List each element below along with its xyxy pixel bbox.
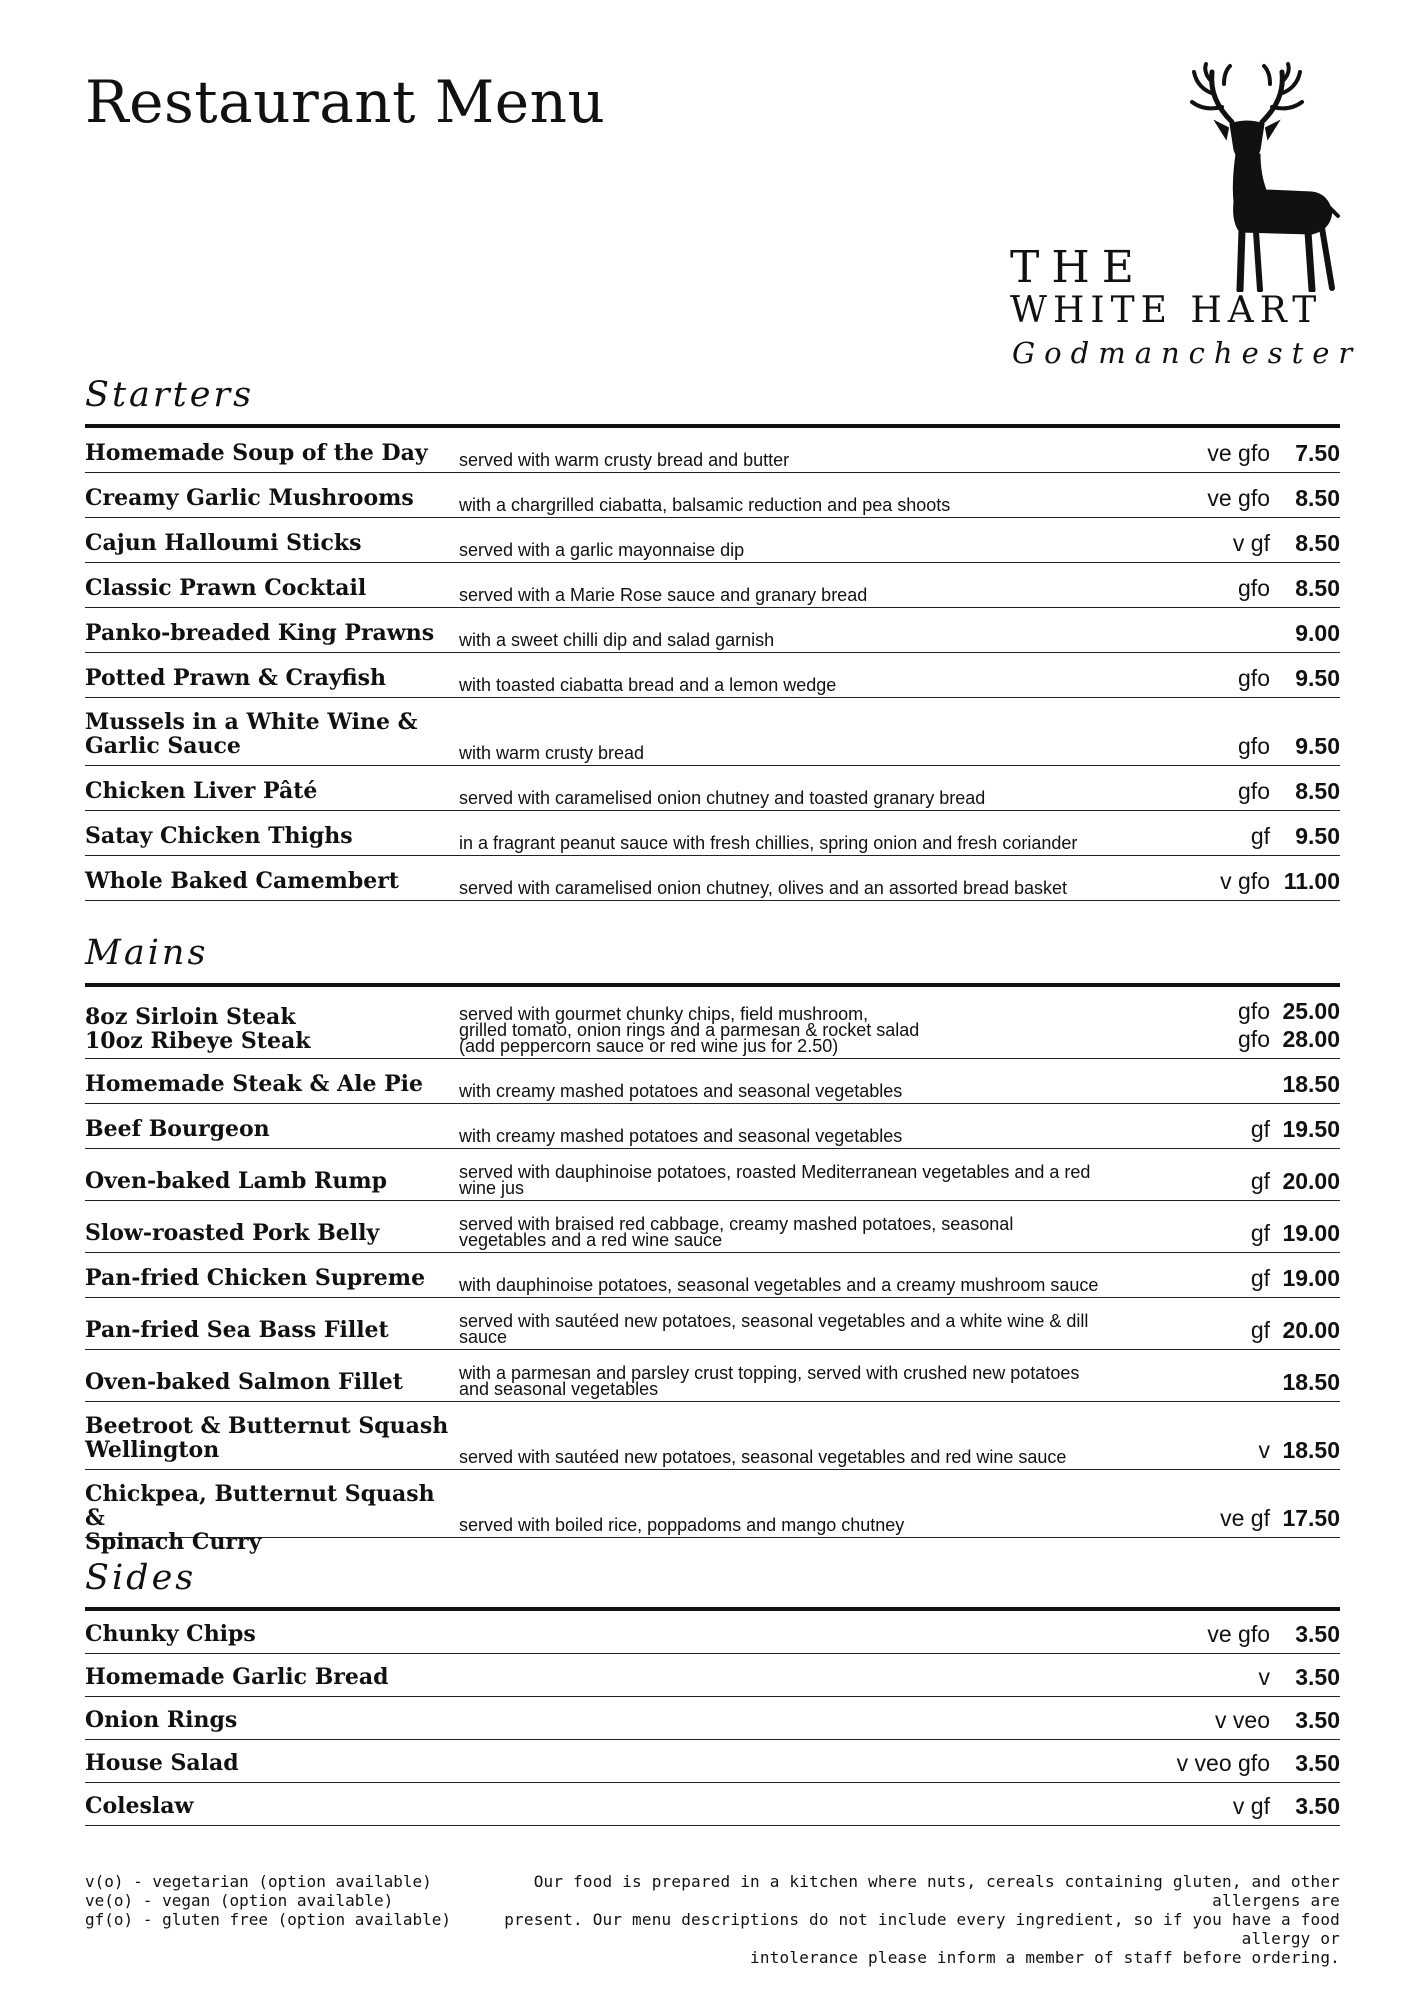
item-price: 17.50 bbox=[1282, 1505, 1340, 1531]
logo bbox=[1010, 62, 1362, 372]
item-name: Onion Rings bbox=[85, 1707, 238, 1733]
item-name: Cajun Halloumi Sticks bbox=[85, 530, 362, 556]
item-name: Beef Bourgeon bbox=[85, 1116, 270, 1142]
dietary-tags: v bbox=[1258, 1437, 1270, 1463]
starters-item bbox=[85, 811, 1340, 856]
dietary-tags: gfo bbox=[1238, 665, 1270, 691]
allergy-notice bbox=[480, 1872, 1340, 1967]
item-name: Homemade Garlic Bread bbox=[85, 1664, 389, 1690]
item-description: served with caramelised onion chutney, olives and an assorted bread basket bbox=[459, 878, 1068, 898]
item-name: Chunky Chips bbox=[85, 1621, 256, 1647]
item-description: served with boiled rice, poppadoms and mango chutney bbox=[459, 1515, 905, 1535]
dietary-tags: gfo bbox=[1238, 778, 1270, 804]
item-description: served with warm crusty bread and butter bbox=[459, 450, 790, 470]
item-price: 3.50 bbox=[1295, 1750, 1340, 1776]
item-description: served with sautéed new potatoes, seasonal vegetables and red wine sauce bbox=[459, 1447, 1067, 1467]
item-description: served with sautéed new potatoes, seasonal vegetables and a white wine & dill sauce bbox=[459, 1311, 1089, 1347]
section-title-starters: Starters bbox=[85, 375, 255, 415]
item-name: Mussels in a White Wine & Garlic Sauce bbox=[85, 709, 418, 759]
item-price: 8.50 bbox=[1295, 485, 1340, 511]
mains-item bbox=[85, 1104, 1340, 1149]
item-price: 11.00 bbox=[1283, 868, 1340, 894]
starters-item bbox=[85, 653, 1340, 698]
mains-list bbox=[85, 987, 1340, 1555]
starters-item bbox=[85, 428, 1340, 473]
item-price: 3.50 bbox=[1295, 1707, 1340, 1733]
item-name: Pan-fried Sea Bass Fillet bbox=[85, 1317, 389, 1343]
item-price: 19.00 bbox=[1282, 1220, 1340, 1246]
dietary-tags: gf bbox=[1250, 1116, 1270, 1142]
item-description: with warm crusty bread bbox=[459, 743, 645, 763]
item-name: Pan-fried Chicken Supreme bbox=[85, 1265, 426, 1291]
dietary-tags: v veo gfo bbox=[1176, 1750, 1270, 1776]
item-name: Oven-baked Lamb Rump bbox=[85, 1168, 387, 1194]
item-description: with creamy mashed potatoes and seasonal vegetables bbox=[459, 1126, 903, 1146]
starters-item bbox=[85, 608, 1340, 653]
dietary-tags: gf bbox=[1250, 1168, 1270, 1194]
item-description: served with caramelised onion chutney and toasted granary bread bbox=[459, 788, 986, 808]
item-name: Classic Prawn Cocktail bbox=[85, 575, 367, 601]
section-title-mains: Mains bbox=[85, 933, 209, 973]
dietary-tags: gfo bbox=[1238, 733, 1270, 759]
item-description: served with dauphinoise potatoes, roasted Mediterranean vegetables and a red wine jus bbox=[459, 1162, 1091, 1198]
dietary-tags: ve gfo bbox=[1207, 440, 1270, 466]
page-title: Restaurant Menu bbox=[85, 68, 606, 136]
mains-item bbox=[85, 1059, 1340, 1104]
starters-item bbox=[85, 563, 1340, 608]
dietary-tags: gf bbox=[1250, 823, 1270, 849]
mains-item bbox=[85, 1149, 1340, 1201]
sides-item bbox=[85, 1740, 1340, 1783]
mains-item bbox=[85, 1470, 1340, 1555]
item-name: Slow-roasted Pork Belly bbox=[85, 1220, 380, 1246]
item-description: with a sweet chilli dip and salad garnish bbox=[459, 630, 775, 650]
item-name: Chicken Liver Pâté bbox=[85, 778, 318, 804]
section-title-sides: Sides bbox=[85, 1558, 197, 1598]
item-description: with dauphinoise potatoes, seasonal vegetables and a creamy mushroom sauce bbox=[459, 1275, 1099, 1295]
sides-list bbox=[85, 1611, 1340, 1826]
sides-item bbox=[85, 1697, 1340, 1740]
starters-item bbox=[85, 766, 1340, 811]
stag-icon bbox=[1162, 62, 1342, 292]
sides-item bbox=[85, 1654, 1340, 1697]
mains-item bbox=[85, 1253, 1340, 1298]
item-name: Chickpea, Butternut Squash & Spinach Curry bbox=[85, 1481, 435, 1555]
item-name: Oven-baked Salmon Fillet bbox=[85, 1369, 403, 1395]
dietary-tags: v gfo bbox=[1220, 868, 1270, 894]
item-price: 19.00 bbox=[1282, 1265, 1340, 1291]
starters-item bbox=[85, 698, 1340, 766]
item-name: House Salad bbox=[85, 1750, 239, 1776]
dietary-tags: gfo gfo bbox=[1238, 998, 1270, 1052]
item-price: 18.50 bbox=[1282, 1437, 1340, 1463]
mains-item bbox=[85, 1201, 1340, 1253]
item-description: in a fragrant peanut sauce with fresh chillies, spring onion and fresh coriander bbox=[459, 833, 1078, 853]
dietary-tags: v gf bbox=[1232, 530, 1270, 556]
item-price: 8.50 bbox=[1295, 778, 1340, 804]
item-price: 3.50 bbox=[1295, 1664, 1340, 1690]
starters-item bbox=[85, 518, 1340, 563]
dietary-tags: gf bbox=[1250, 1317, 1270, 1343]
item-name: Satay Chicken Thighs bbox=[85, 823, 353, 849]
item-price: 7.50 bbox=[1295, 440, 1340, 466]
item-price: 9.50 bbox=[1295, 823, 1340, 849]
item-price: 18.50 bbox=[1282, 1071, 1340, 1097]
dietary-tags: ve gfo bbox=[1207, 1621, 1270, 1647]
item-description: with a chargrilled ciabatta, balsamic reduction and pea shoots bbox=[459, 495, 951, 515]
dietary-tags: gfo bbox=[1238, 575, 1270, 601]
sides-item bbox=[85, 1611, 1340, 1654]
item-price: 3.50 bbox=[1295, 1793, 1340, 1819]
legend-text: v(o) - vegetarian (option available) ve(o) - vegan (option available) gf(o) - gluten free (option available) bbox=[85, 1872, 452, 1929]
item-name: Beetroot & Butternut Squash Wellington bbox=[85, 1413, 449, 1463]
mains-item bbox=[85, 1350, 1340, 1402]
dietary-tags: v gf bbox=[1232, 1793, 1270, 1819]
starters-item bbox=[85, 856, 1340, 901]
sides-item bbox=[85, 1783, 1340, 1826]
mains-item bbox=[85, 1298, 1340, 1350]
logo-name: WHITE HART bbox=[1010, 290, 1323, 331]
starters-item bbox=[85, 473, 1340, 518]
item-price: 20.00 bbox=[1282, 1317, 1340, 1343]
item-description: served with a Marie Rose sauce and granary bread bbox=[459, 585, 868, 605]
item-name: Homemade Steak & Ale Pie bbox=[85, 1071, 424, 1097]
item-description: served with braised red cabbage, creamy mashed potatoes, seasonal vegetables and a red wine sauce bbox=[459, 1214, 1014, 1250]
item-price: 8.50 bbox=[1295, 575, 1340, 601]
dietary-legend bbox=[85, 1872, 451, 1929]
item-description: with creamy mashed potatoes and seasonal vegetables bbox=[459, 1081, 903, 1101]
item-description: with toasted ciabatta bread and a lemon wedge bbox=[459, 675, 837, 695]
item-name: Potted Prawn & Crayfish bbox=[85, 665, 387, 691]
item-name: Whole Baked Camembert bbox=[85, 868, 399, 894]
item-price: 9.50 bbox=[1295, 733, 1340, 759]
item-description: served with gourmet chunky chips, field mushroom, grilled tomato, onion rings and a parmesan & rocket salad (add peppercorn sauce or red wine jus for 2.50) bbox=[459, 1004, 920, 1056]
item-price: 8.50 bbox=[1295, 530, 1340, 556]
item-name: 8oz Sirloin Steak 10oz Ribeye Steak bbox=[85, 1004, 311, 1054]
item-description: with a parmesan and parsley crust topping, served with crushed new potatoes and seasonal vegetables bbox=[459, 1363, 1080, 1399]
item-price: 9.00 bbox=[1295, 620, 1340, 646]
dietary-tags: gf bbox=[1250, 1220, 1270, 1246]
item-price: 19.50 bbox=[1282, 1116, 1340, 1142]
item-name: Panko-breaded King Prawns bbox=[85, 620, 435, 646]
dietary-tags: gf bbox=[1250, 1265, 1270, 1291]
dietary-tags: ve gf bbox=[1220, 1505, 1270, 1531]
dietary-tags: v bbox=[1258, 1664, 1270, 1690]
item-price: 9.50 bbox=[1295, 665, 1340, 691]
starters-list bbox=[85, 428, 1340, 901]
logo-town: Godmanchester bbox=[1012, 336, 1362, 370]
logo-the: THE bbox=[1010, 242, 1146, 293]
item-description: served with a garlic mayonnaise dip bbox=[459, 540, 745, 560]
allergy-text: Our food is prepared in a kitchen where nuts, cereals containing gluten, and other allergens are present. Our menu descriptions do not include every ingredient, so if you have a food allergy or intolerance please inform a member of staff before ordering. bbox=[504, 1872, 1340, 1967]
dietary-tags: v veo bbox=[1215, 1707, 1270, 1733]
item-price: 20.00 bbox=[1282, 1168, 1340, 1194]
mains-item bbox=[85, 1402, 1340, 1470]
item-name: Creamy Garlic Mushrooms bbox=[85, 485, 414, 511]
item-price: 25.00 28.00 bbox=[1282, 998, 1340, 1052]
item-name: Homemade Soup of the Day bbox=[85, 440, 428, 466]
item-price: 3.50 bbox=[1295, 1621, 1340, 1647]
mains-item bbox=[85, 987, 1340, 1059]
dietary-tags: ve gfo bbox=[1207, 485, 1270, 511]
item-name: Coleslaw bbox=[85, 1793, 194, 1819]
item-price: 18.50 bbox=[1282, 1369, 1340, 1395]
